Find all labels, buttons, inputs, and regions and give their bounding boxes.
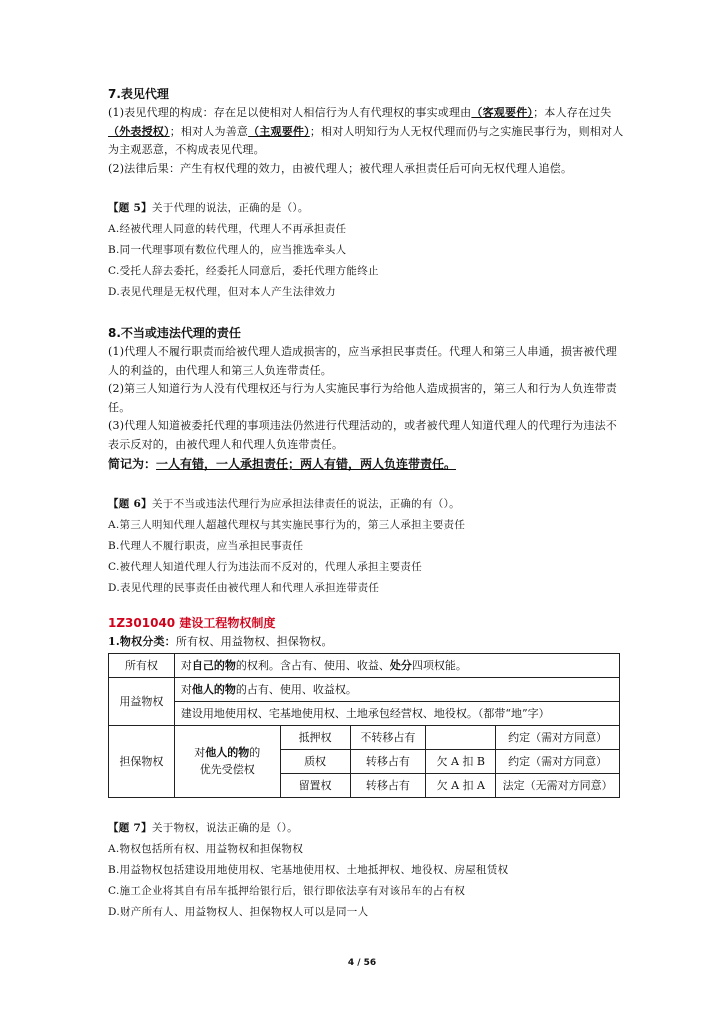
table-row xyxy=(109,677,620,701)
question-6-stem: 【题 6】关于不当或违法代理行为应承担法律责任的说法，正确的有（）。 xyxy=(108,498,460,510)
table-row xyxy=(109,701,620,725)
question-6-option-a: A.第三人明知代理人超越代理权与其实施民事行为的，第三人承担主要责任 xyxy=(108,519,466,531)
row-label-ownership: 所有权 xyxy=(109,653,175,677)
question-5-option-b: B.同一代理事项有数位代理人的，应当推选牵头人 xyxy=(108,244,347,256)
question-7-option-b: B.用益物权包括建设用地使用权、宅基地使用权、土地抵押权、地役权、房屋租赁权 xyxy=(108,863,509,876)
lien-transfer: 转移占有 xyxy=(350,773,426,797)
property-classification: 1.物权分类：所有权、用益物权、担保物权。 xyxy=(108,635,333,648)
lien-name: 留置权 xyxy=(280,773,350,797)
section-7-para-1: (1)表见代理的构成：存在足以使相对人相信行为人有代理权的事实或理由（客观要件）；本人存在过失（外表授权）；相对人为善意（主观要件）；相对人明知行为人无权代理而仍与之实施民事行为，则相对人为主观恶意，不构成表见代理。 xyxy=(108,106,624,156)
usufruct-types: 建设用地使用权、宅基地使用权、土地承包经营权、地役权。（都带“地”字） xyxy=(174,701,619,725)
pledge-basis: 约定（需对方同意） xyxy=(496,749,620,773)
page-content xyxy=(108,84,628,923)
lien-order: 欠 A 扣 A xyxy=(426,773,496,797)
question-5-option-c: C.受托人辞去委托，经委托人同意后，委托代理方能终止 xyxy=(108,265,379,277)
question-7-option-a: A.物权包括所有权、用益物权和担保物权 xyxy=(108,842,304,855)
table-row xyxy=(109,725,620,749)
mortgage-transfer: 不转移占有 xyxy=(350,725,426,749)
table-row xyxy=(109,653,620,677)
property-rights-table xyxy=(108,653,620,798)
row-label-security: 担保物权 xyxy=(109,725,175,797)
section-8-para-3: (3)代理人知道被委托代理的事项违法仍然进行代理活动的，或者被代理人知道代理人的代理行为违法不表示反对的，由被代理人和代理人负连带责任。 xyxy=(108,419,617,451)
question-7-option-c: C.施工企业将其自有吊车抵押给银行后，银行即依法享有对该吊车的占有权 xyxy=(108,884,466,897)
question-6-option-b: B.代理人不履行职责，应当承担民事责任 xyxy=(108,540,304,552)
section-8-para-2: (2)第三人知道行为人没有代理权还与行为人实施民事行为给他人造成损害的，第三人和行为人负连带责任。 xyxy=(108,382,617,414)
question-7-option-d: D.财产所有人、用益物权人、担保物权人可以是同一人 xyxy=(108,905,369,918)
mortgage-basis: 约定（需对方同意） xyxy=(496,725,620,749)
mortgage-name: 抵押权 xyxy=(280,725,350,749)
question-7-stem: 【题 7】关于物权，说法正确的是（）。 xyxy=(108,821,298,834)
pledge-order: 欠 A 扣 B xyxy=(426,749,496,773)
pledge-transfer: 转移占有 xyxy=(350,749,426,773)
ownership-description: 对自己的物的权利。含占有、使用、收益、处分四项权能。 xyxy=(174,653,619,677)
row-label-usufruct: 用益物权 xyxy=(109,677,175,725)
section-7-heading: 7.表见代理 xyxy=(108,87,169,101)
section-8-para-1: (1)代理人不履行职责而给被代理人造成损害的，应当承担民事责任。代理人和第三人串通，损害被代理人的利益的，由代理人和第三人负连带责任。 xyxy=(108,345,617,377)
question-5-stem: 【题 5】关于代理的说法，正确的是（）。 xyxy=(108,202,309,214)
mortgage-order xyxy=(426,725,496,749)
section-8-heading: 8.不当或违法代理的责任 xyxy=(108,326,241,340)
page-number: 4 / 56 xyxy=(347,958,377,968)
question-5-option-a: A.经被代理人同意的转代理，代理人不再承担责任 xyxy=(108,223,347,235)
question-6-option-d: D.表见代理的民事责任由被代理人和代理人承担连带责任 xyxy=(108,582,380,594)
usufruct-description: 对他人的物的占有、使用、收益权。 xyxy=(174,677,619,701)
security-description: 对他人的物的 优先受偿权 xyxy=(174,725,280,797)
chapter-title: 1Z301040 建设工程物权制度 xyxy=(108,616,276,630)
section-7-para-2: (2)法律后果：产生有权代理的效力，由被代理人；被代理人承担责任后可向无权代理人追偿。 xyxy=(108,161,573,175)
question-6-option-c: C.被代理人知道代理人行为违法而不反对的，代理人承担主要责任 xyxy=(108,561,422,573)
section-8-summary: 简记为：一人有错，一人承担责任；两人有错，两人负连带责任。 xyxy=(108,457,457,471)
pledge-name: 质权 xyxy=(280,749,350,773)
question-5-option-d: D.表见代理是无权代理，但对本人产生法律效力 xyxy=(108,286,336,298)
lien-basis: 法定（无需对方同意） xyxy=(496,773,620,797)
